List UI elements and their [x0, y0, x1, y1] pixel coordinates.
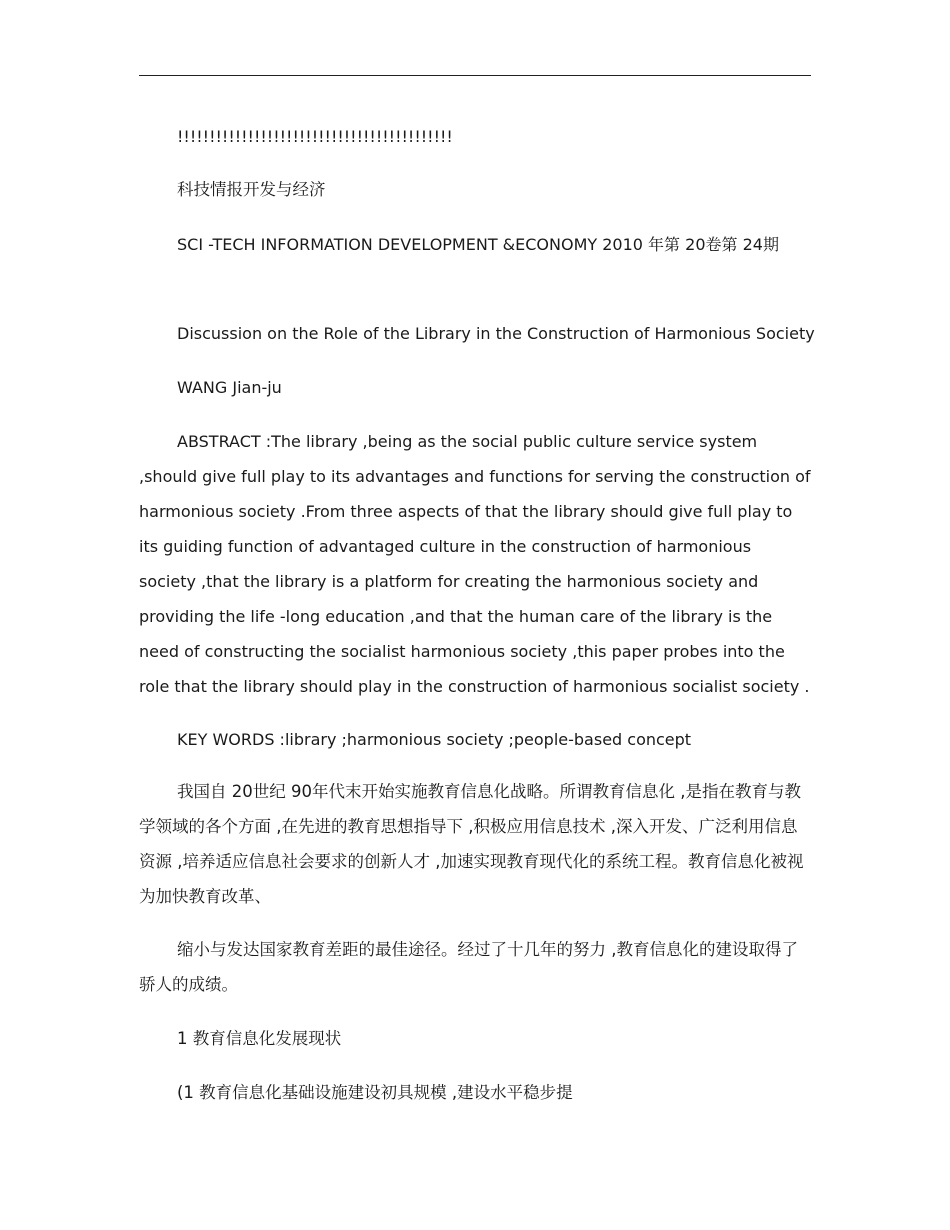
- keywords-line: KEY WORDS :library ;harmonious society ;people-based concept: [177, 730, 692, 749]
- subsection-heading: (1 教育信息化基础设施建设初具规模 ,建设水平稳步提: [177, 1083, 573, 1102]
- body-paragraph-2: 缩小与发达国家教育差距的最佳途径。经过了十几年的努力 ,教育信息化的建设取得了骄人的成绩。: [139, 940, 798, 994]
- journal-name-en: SCI -TECH INFORMATION DEVELOPMENT &ECONOMY 2010 年第 20卷第 24期: [177, 235, 779, 254]
- marker-line: !!!!!!!!!!!!!!!!!!!!!!!!!!!!!!!!!!!!!!!!!!!: [177, 127, 453, 146]
- paper-title-en: Discussion on the Role of the Library in the Construction of Harmonious Society: [177, 324, 815, 343]
- header-rule: [139, 75, 811, 76]
- abstract-paragraph: ABSTRACT :The library ,being as the social public culture service system ,should give full play to its advantages and functions for serving the construction of harmonious society .From three aspects of that the library should give full play to its guiding function of advantaged culture in the construction of harmonious society ,that the library is a platform for creating the harmonious society and providing the life -long education ,and that the human care of the library is the need of constructing the socialist harmonious society ,this paper probes into the role that the library should play in the construction of harmonious socialist society .: [139, 432, 811, 696]
- section-heading: 1 教育信息化发展现状: [177, 1029, 342, 1048]
- author-name: WANG Jian-ju: [177, 378, 282, 397]
- journal-name-cn: 科技情报开发与经济: [177, 180, 326, 199]
- body-paragraph-1: 我国自 20世纪 90年代末开始实施教育信息化战略。所谓教育信息化 ,是指在教育与教学领域的各个方面 ,在先进的教育思想指导下 ,积极应用信息技术 ,深入开发、广泛利用信息资源 ,培养适应信息社会要求的创新人才 ,加速实现教育现代化的系统工程。教育信息化被视为加快教育改革、: [139, 782, 804, 906]
